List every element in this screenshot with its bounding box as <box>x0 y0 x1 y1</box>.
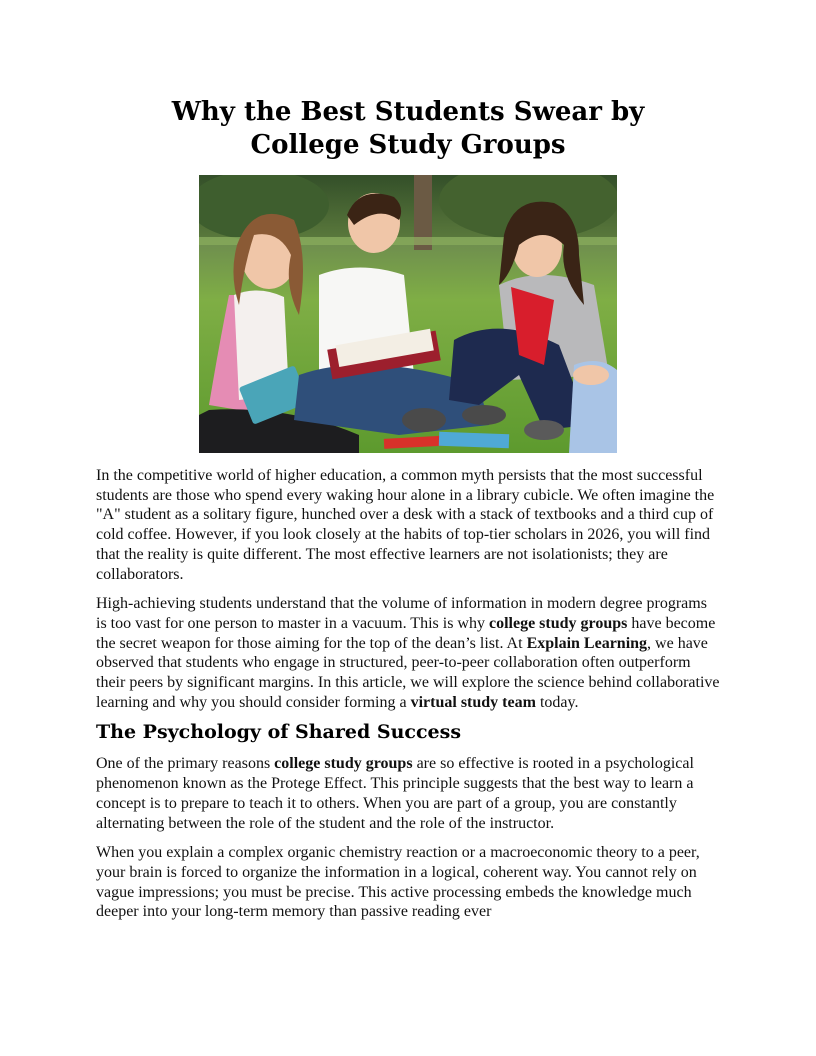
bold-keyword: virtual study team <box>410 693 536 711</box>
intro-paragraph: In the competitive world of higher education, a common myth persists that the most successful students are those who spend every waking hour alone in a library cubicle. We often imagine the "A" student as a solitary figure, hunched over a desk with a stack of textbooks and a third cup of cold coffee. However, if you look closely at the habits of top-tier scholars in 2026, you will find that the reality is quite different. The most effective learners are not isolationists; they are collaborators. <box>96 467 715 583</box>
bold-keyword: college study groups <box>488 614 628 632</box>
text-segment: today. <box>535 693 579 711</box>
text-segment: High-achieving students understand that the volume of information in modern degree programs is too vast for one person to master in a vacuum. This is why <box>96 595 707 632</box>
section-heading: The Psychology of Shared Success <box>96 721 462 744</box>
fourth-paragraph: When you explain a complex organic chemistry reaction or a macroeconomic theory to a peer, your brain is forced to organize the information in a logical, coherent way. You cannot rely on vague impressions; you must be precise. This active processing embeds the knowledge much deeper into your long-term memory than passive reading ever <box>96 844 700 921</box>
students-studying-photo <box>199 175 617 453</box>
second-paragraph <box>96 594 720 712</box>
text-segment: are so effective is rooted in a psychological phenomenon known as the Protege Effect. This principle suggests that the best way to learn a concept is to prepare to teach it to others. When you are part of a group, you are constantly alternating between the role of the student and the role of the instructor. <box>96 755 694 832</box>
text-segment: , we have observed that students who engage in structured, peer-to-peer collaboration often outperform their peers by significant margins. In this article, we will explore the science behind collaborative learning and why you should consider forming a <box>96 634 720 711</box>
text-segment: have become the secret weapon for those aiming for the top of the dean’s list. At <box>96 614 716 652</box>
text-segment: One of the primary reasons <box>96 755 275 773</box>
bold-keyword: college study groups <box>274 755 413 773</box>
third-paragraph <box>96 754 720 833</box>
article-title: Why the Best Students Swear by College Study Groups <box>171 97 645 160</box>
document-page <box>96 96 720 922</box>
bold-brand: Explain Learning <box>526 634 648 652</box>
